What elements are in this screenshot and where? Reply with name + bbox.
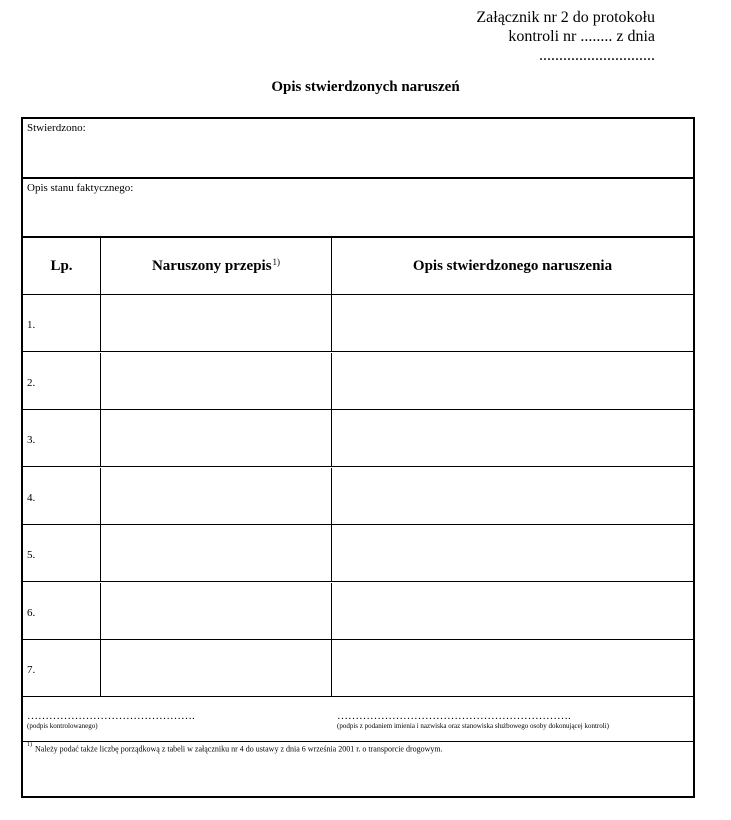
controlled-signature[interactable] [27,711,195,731]
cell-rule[interactable] [101,583,332,639]
cell-description[interactable] [332,295,693,351]
facts-section[interactable] [23,179,693,238]
row-number: 6. [27,606,36,619]
cell-rule[interactable] [101,353,332,409]
controlled-signature-line: ………………………………………. [27,710,195,722]
table-row [23,295,693,352]
cell-description[interactable] [332,640,693,696]
table-row [23,525,693,582]
row-number: 4. [27,491,36,504]
table-row [23,353,693,410]
cell-lp [23,295,101,351]
cell-rule[interactable] [101,468,332,524]
violations-form [21,117,695,798]
header-description [332,238,693,294]
attachment-date-line: ............................. [539,47,655,64]
table-row [23,640,693,697]
cell-rule[interactable] [101,640,332,696]
row-number: 7. [27,664,36,676]
cell-rule[interactable] [101,525,332,581]
controlled-signature-caption: (podpis kontrolowanego) [27,722,98,730]
table-row [23,468,693,525]
attachment-line-2: kontroli nr ........ z dnia [508,28,655,45]
cell-lp [23,640,101,696]
found-label: Stwierdzono: [27,122,86,134]
row-number: 1. [27,319,36,331]
header-description-text: Opis stwierdzonego naruszenia [412,257,613,274]
cell-lp [23,583,101,639]
attachment-header [476,8,655,65]
header-rule-text: Naruszony przepis [151,257,272,274]
document-title: Opis stwierdzonych naruszeń [271,79,460,95]
footnote-marker: 1) [27,742,32,748]
cell-rule[interactable] [101,295,332,351]
cell-description[interactable] [332,525,693,581]
footnote-text: Należy podać także liczbę porządkową z tabeli w załączniku nr 4 do ustawy z dnia 6 września 2001 r. o transporcie drogowym. [35,744,443,754]
inspector-signature[interactable] [337,711,609,731]
table-row [23,583,693,640]
signature-section [23,697,693,742]
found-section[interactable] [23,119,693,179]
inspector-signature-caption: (podpis z podaniem imienia i nazwiska oraz stanowiska służbowego osoby dokonującej kontroli) [337,722,609,730]
facts-label: Opis stanu faktycznego: [27,182,134,194]
cell-description[interactable] [332,583,693,639]
footnote-ref: 1) [272,257,281,267]
row-number: 5. [27,549,36,561]
cell-description[interactable] [332,468,693,524]
table-row [23,410,693,467]
footnote [27,744,443,754]
inspector-signature-line: ………………………………………………………. [337,710,571,722]
attachment-line-1: Załącznik nr 2 do protokołu [476,9,655,26]
cell-lp [23,410,101,466]
cell-lp [23,525,101,581]
row-number: 2. [27,376,36,389]
table-header-row [23,238,693,295]
cell-description[interactable] [332,410,693,466]
header-rule [101,238,332,294]
cell-lp [23,353,101,409]
cell-rule[interactable] [101,410,332,466]
cell-lp [23,468,101,524]
cell-description[interactable] [332,353,693,409]
header-lp [23,238,101,294]
row-number: 3. [27,434,36,446]
header-lp-text: Lp. [50,257,73,274]
